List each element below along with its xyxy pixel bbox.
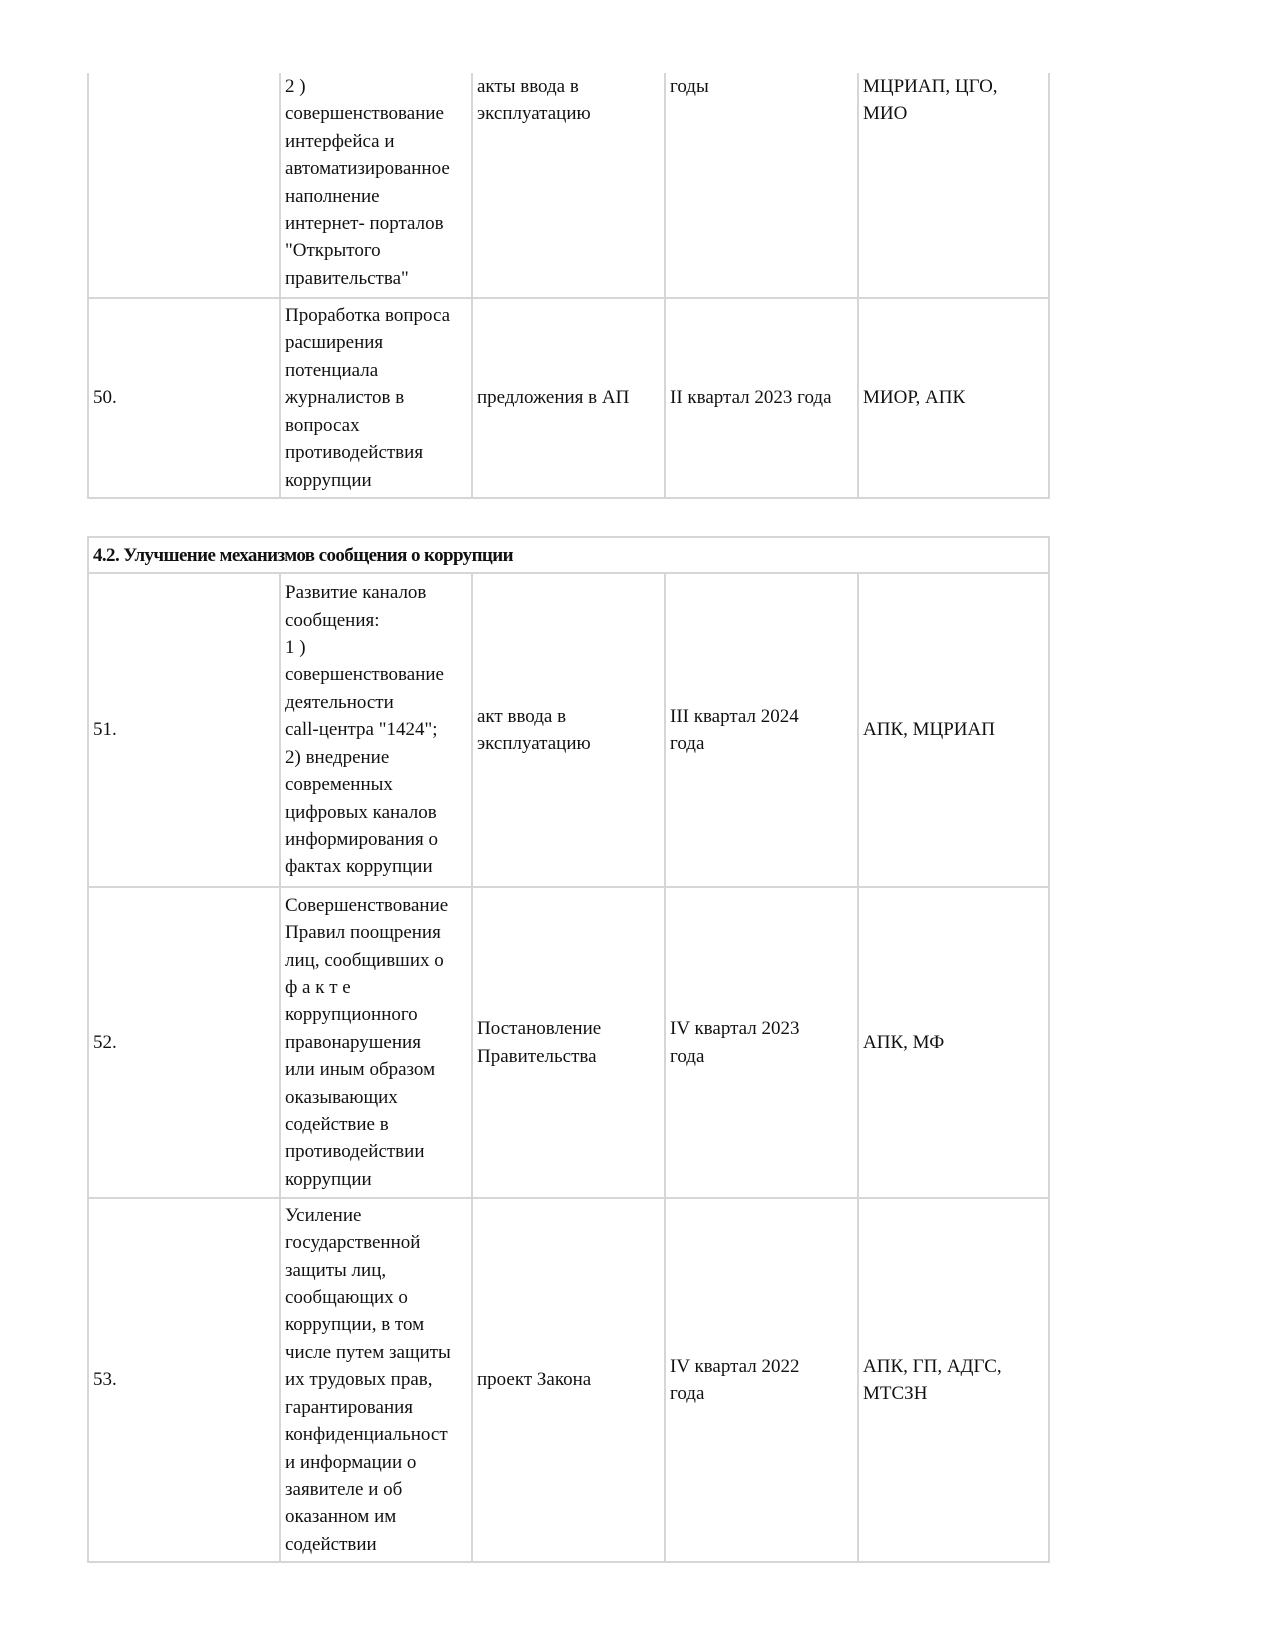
section-4-2-table	[87, 536, 1050, 1563]
deadline-cell: IV квартал 2023 года	[665, 887, 858, 1198]
responsible-cell: МЦРИАП, ЦГО, МИО	[858, 73, 1049, 298]
measure-cell: Совершенствование Правил поощрения лиц, сообщивших о ф а к т е коррупционного правонарушения или иным образом оказывающих содействие в противодействии коррупции	[280, 887, 472, 1198]
measure-cell: Развитие каналов сообщения: 1 ) совершенствование деятельности call-центра "1424"; 2) внедрение современных цифровых каналов информирования о фактах коррупции	[280, 573, 472, 887]
responsible-cell: АПК, ГП, АДГС, МТСЗН	[858, 1198, 1049, 1562]
completion-form-cell: Постановление Правительства	[472, 887, 665, 1198]
measure-cell: Проработка вопроса расширения потенциала журналистов в вопросах противодействия коррупции	[280, 298, 472, 498]
table-row	[88, 573, 1049, 887]
section-title: 4.2. Улучшение механизмов сообщения о коррупции	[88, 537, 1049, 573]
deadline-cell: III квартал 2024 года	[665, 573, 858, 887]
action-plan-table-continued	[87, 73, 1050, 499]
section-header-row	[88, 537, 1049, 573]
table-row	[88, 887, 1049, 1198]
deadline-cell: IV квартал 2022 года	[665, 1198, 858, 1562]
completion-form-cell: акт ввода в эксплуатацию	[472, 573, 665, 887]
completion-form-cell: акты ввода в эксплуатацию	[472, 73, 665, 298]
measure-cell: 2 ) совершенствование интерфейса и автоматизированное наполнение интернет- порталов "Открытого правительства"	[280, 73, 472, 298]
row-number: 53.	[88, 1198, 280, 1562]
responsible-cell: АПК, МЦРИАП	[858, 573, 1049, 887]
deadline-cell: годы	[665, 73, 858, 298]
table-row	[88, 73, 1049, 298]
deadline-cell: II квартал 2023 года	[665, 298, 858, 498]
row-number	[88, 73, 280, 298]
table-row	[88, 298, 1049, 498]
responsible-cell: МИОР, АПК	[858, 298, 1049, 498]
completion-form-cell: предложения в АП	[472, 298, 665, 498]
row-number: 51.	[88, 573, 280, 887]
completion-form-cell: проект Закона	[472, 1198, 665, 1562]
row-number: 52.	[88, 887, 280, 1198]
measure-cell: Усиление государственной защиты лиц, сообщающих о коррупции, в том числе путем защиты их трудовых прав, гарантирования конфиденциальност и информации о заявителе и об оказанном им содействии	[280, 1198, 472, 1562]
row-number: 50.	[88, 298, 280, 498]
table-row	[88, 1198, 1049, 1562]
responsible-cell: АПК, МФ	[858, 887, 1049, 1198]
